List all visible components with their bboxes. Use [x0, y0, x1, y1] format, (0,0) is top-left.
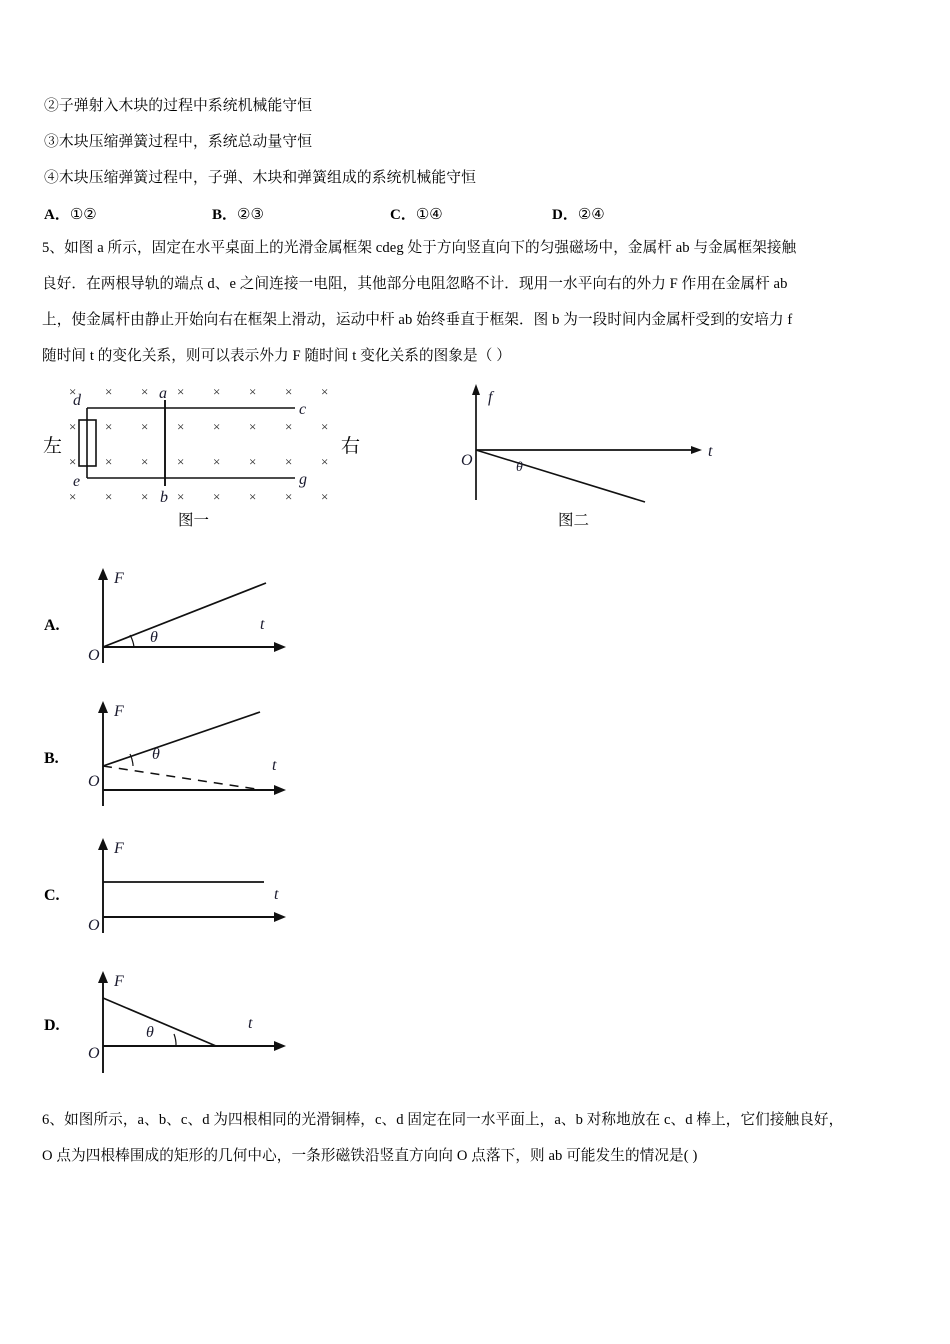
- figure2-origin-label: O: [461, 452, 473, 469]
- choice-a-value: ①②: [69, 207, 97, 223]
- option-a-graph[interactable]: [88, 565, 318, 670]
- svg-text:×: ×: [249, 419, 257, 434]
- option-b-y-label: F: [114, 703, 124, 720]
- svg-text:×: ×: [69, 454, 77, 469]
- figure2-angle-label: θ: [516, 460, 523, 475]
- figure1-diagram: [43, 378, 415, 523]
- question5-line2: 良好．在两根导轨的端点 d、e 之间连接一电阻，其他部分电阻忽略不计．现用一水平向右的外力 F 作用在金属杆 ab: [42, 276, 788, 292]
- option-d-angle-arc-icon: [174, 1034, 176, 1046]
- svg-text:×: ×: [177, 419, 185, 434]
- svg-text:×: ×: [285, 454, 293, 469]
- label-node-e: e: [73, 473, 81, 490]
- svg-text:×: ×: [69, 384, 77, 399]
- option-d-y-arrow-icon: [98, 971, 108, 983]
- option-b-origin-label: O: [88, 773, 100, 790]
- option-d-x-label: t: [248, 1015, 253, 1032]
- choice-b-label: B．: [212, 207, 238, 223]
- figure2-y-arrow-icon: [472, 384, 480, 395]
- svg-text:×: ×: [285, 384, 293, 399]
- option-d-graph[interactable]: [88, 968, 318, 1078]
- svg-text:×: ×: [177, 454, 185, 469]
- option-b-x-arrow-icon: [274, 785, 286, 795]
- option-b-graph[interactable]: [88, 698, 318, 813]
- option-a-x-label: t: [260, 616, 265, 633]
- svg-text:×: ×: [141, 489, 149, 504]
- svg-text:×: ×: [249, 384, 257, 399]
- figure2-graph: [460, 382, 720, 517]
- svg-text:×: ×: [141, 384, 149, 399]
- svg-text:×: ×: [105, 454, 113, 469]
- option-a-angle-label: θ: [150, 629, 158, 646]
- choice-c-label: C．: [390, 207, 416, 223]
- figure2-caption: 图二: [558, 512, 590, 529]
- figure2-x-arrow-icon: [691, 446, 702, 454]
- svg-text:×: ×: [141, 419, 149, 434]
- choice-c[interactable]: [390, 203, 443, 224]
- option-c-y-arrow-icon: [98, 838, 108, 850]
- svg-text:×: ×: [213, 489, 221, 504]
- label-right-direction: 右: [341, 436, 361, 457]
- option-d-angle-label: θ: [146, 1024, 154, 1041]
- svg-text:×: ×: [321, 419, 329, 434]
- option-a-data-line: [103, 583, 266, 647]
- option-a-x-arrow-icon: [274, 642, 286, 652]
- svg-text:×: ×: [213, 419, 221, 434]
- statement-3: ③木块压缩弹簧过程中，系统总动量守恒: [44, 134, 313, 150]
- option-d-data-line: [103, 998, 216, 1046]
- svg-text:×: ×: [141, 454, 149, 469]
- question5-line3: 上，使金属杆由静止开始向右在框架上滑动，运动中杆 ab 始终垂直于框架．图 b 为一段时间内金属杆受到的安培力 f: [42, 312, 793, 328]
- choice-b-value: ②③: [237, 207, 264, 223]
- option-b-label: B.: [44, 750, 59, 767]
- choice-a-label: A．: [44, 207, 70, 223]
- option-c-label: C.: [44, 887, 60, 904]
- svg-text:×: ×: [321, 454, 329, 469]
- option-d-y-label: F: [114, 973, 124, 990]
- option-b-data-line: [103, 712, 260, 766]
- svg-text:×: ×: [213, 384, 221, 399]
- option-c-y-label: F: [114, 840, 124, 857]
- svg-text:×: ×: [69, 489, 77, 504]
- label-node-g: g: [299, 471, 307, 488]
- statement-4: ④木块压缩弹簧过程中，子弹、木块和弹簧组成的系统机械能守恒: [44, 170, 477, 186]
- svg-text:×: ×: [177, 489, 185, 504]
- question6-line2: O 点为四根棒围成的矩形的几何中心，一条形磁铁沿竖直方向向 O 点落下，则 ab 可能发生的情况是( ): [42, 1148, 698, 1164]
- figure2-data-line: [476, 450, 645, 502]
- option-a-y-label: F: [114, 570, 124, 587]
- choice-d[interactable]: [552, 203, 605, 224]
- svg-text:×: ×: [321, 384, 329, 399]
- question5-line4: 随时间 t 的变化关系，则可以表示外力 F 随时间 t 变化关系的图象是（ ）: [42, 348, 511, 364]
- option-c-x-arrow-icon: [274, 912, 286, 922]
- label-left-direction: 左: [43, 436, 63, 457]
- magnetic-field-crosses: [69, 384, 328, 504]
- option-d-x-arrow-icon: [274, 1041, 286, 1051]
- svg-text:×: ×: [285, 419, 293, 434]
- option-b-y-arrow-icon: [98, 701, 108, 713]
- svg-text:×: ×: [105, 419, 113, 434]
- option-c-graph[interactable]: [88, 835, 318, 940]
- option-c-origin-label: O: [88, 917, 100, 934]
- option-a-label: A.: [44, 617, 60, 634]
- option-a-y-arrow-icon: [98, 568, 108, 580]
- option-d-origin-label: O: [88, 1045, 100, 1062]
- choice-b[interactable]: [212, 203, 264, 224]
- figure2-y-label: f: [488, 389, 493, 406]
- svg-text:×: ×: [249, 454, 257, 469]
- svg-text:×: ×: [69, 419, 77, 434]
- option-b-x-label: t: [272, 757, 277, 774]
- svg-text:×: ×: [285, 489, 293, 504]
- choice-d-label: D．: [552, 207, 578, 223]
- option-a-origin-label: O: [88, 647, 100, 664]
- option-a-angle-arc-icon: [130, 635, 134, 647]
- option-b-dashed-reference-line: [103, 766, 263, 790]
- svg-text:×: ×: [249, 489, 257, 504]
- svg-text:×: ×: [321, 489, 329, 504]
- svg-text:×: ×: [105, 489, 113, 504]
- svg-text:×: ×: [177, 384, 185, 399]
- label-node-b: b: [160, 489, 168, 506]
- choice-d-value: ②④: [577, 207, 605, 223]
- svg-text:×: ×: [213, 454, 221, 469]
- statement-2: ②子弹射入木块的过程中系统机械能守恒: [44, 98, 313, 114]
- option-d-label: D.: [44, 1017, 60, 1034]
- label-node-c: c: [299, 401, 307, 418]
- label-node-a: a: [159, 385, 167, 402]
- svg-text:×: ×: [105, 384, 113, 399]
- question6-line1: 6、如图所示，a、b、c、d 为四根相同的光滑铜棒，c、d 固定在同一水平面上，a、b 对称地放在 c、d 棒上，它们接触良好，: [42, 1112, 844, 1128]
- choice-c-value: ①④: [415, 207, 443, 223]
- choice-a[interactable]: [44, 203, 97, 224]
- option-c-x-label: t: [274, 886, 279, 903]
- figure1-caption: 图一: [178, 512, 210, 529]
- question5-line1: 5、如图 a 所示，固定在水平桌面上的光滑金属框架 cdeg 处于方向竖直向下的匀强磁场中，金属杆 ab 与金属框架接触: [42, 240, 797, 256]
- option-b-angle-label: θ: [152, 746, 160, 763]
- figure2-x-label: t: [708, 443, 713, 460]
- label-node-d: d: [73, 392, 81, 409]
